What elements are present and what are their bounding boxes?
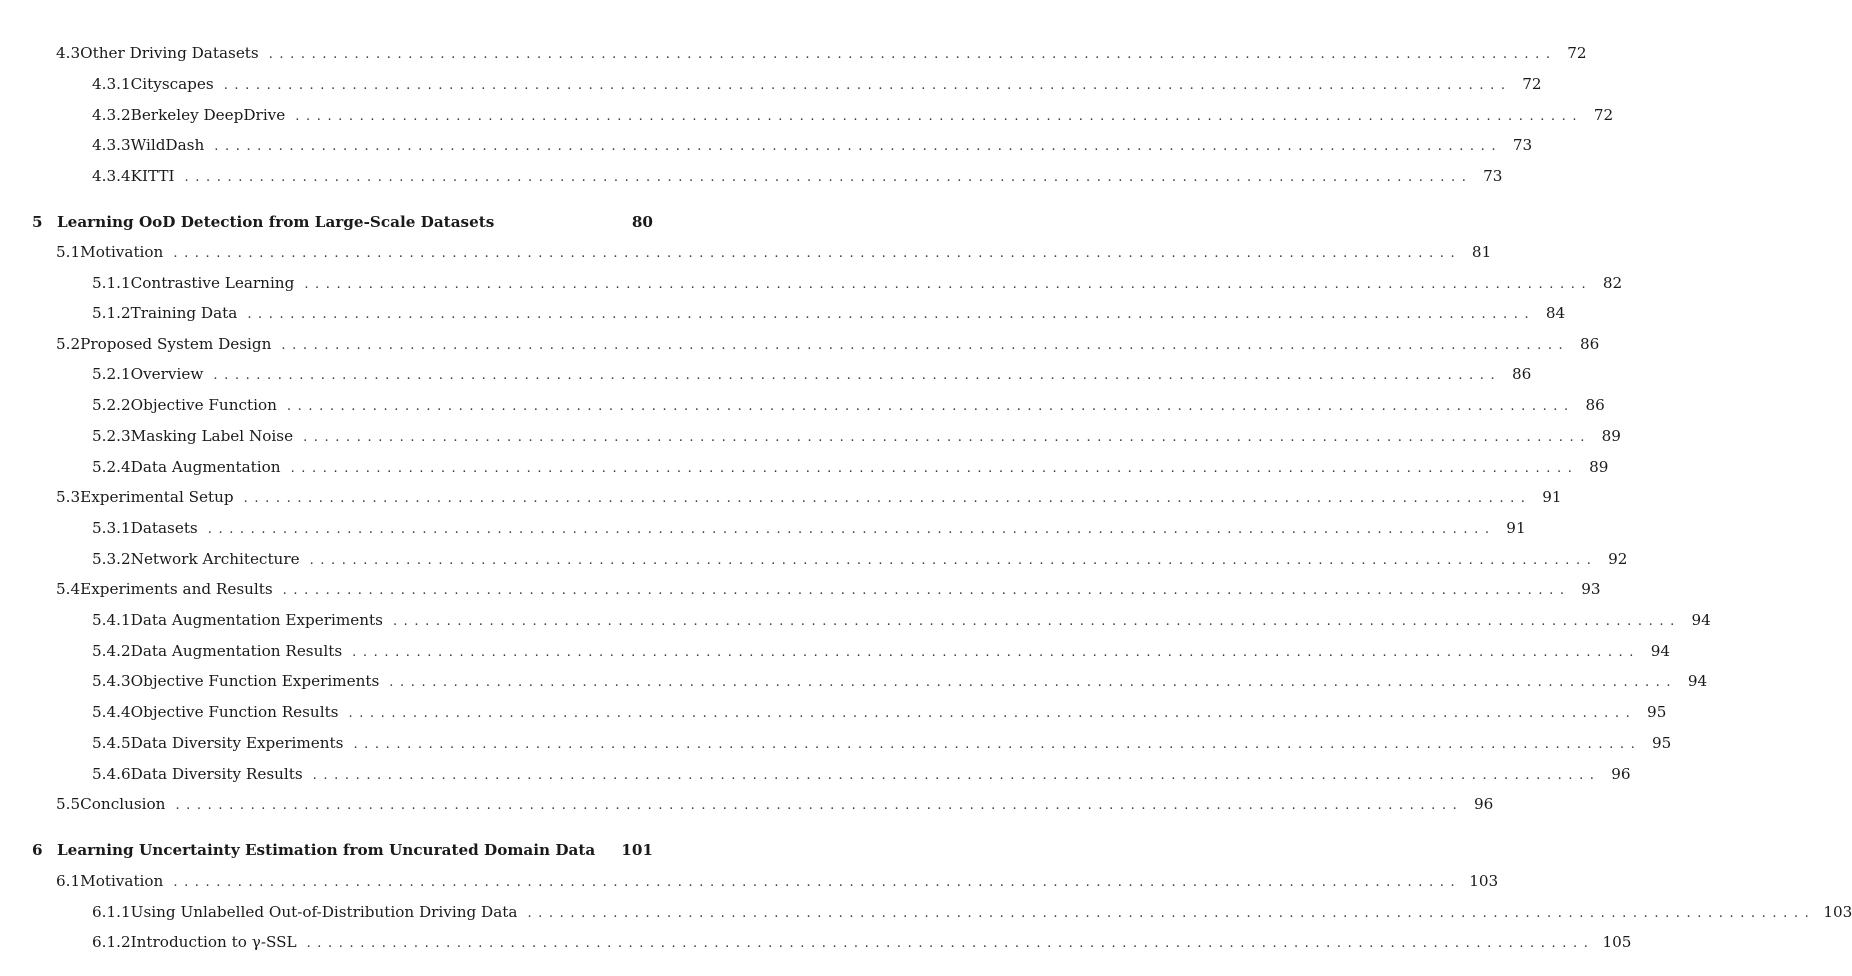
toc-page-number: 91 (1542, 488, 1562, 506)
toc-leader: ........................................................................................................................ (286, 399, 1575, 414)
toc-title: Experiments and Results (80, 580, 273, 598)
toc-leader: ........................................................................................................................ (309, 553, 1598, 568)
toc-entry[interactable] (92, 426, 1621, 448)
toc-page-number: 96 (1474, 795, 1494, 813)
toc-page-number: 86 (1511, 365, 1532, 383)
toc-number: 6.1.2 (92, 933, 131, 951)
toc-number: 5 (32, 213, 43, 231)
toc-page-number: 89 (1601, 427, 1621, 445)
toc-title: Other Driving Datasets (80, 44, 259, 62)
toc-entry[interactable] (56, 871, 1499, 893)
toc-page-number: 94 (1687, 672, 1708, 690)
toc-title: Data Augmentation (130, 458, 281, 476)
toc-number: 4.3.1 (92, 75, 131, 93)
toc-entry[interactable] (56, 579, 1601, 601)
toc-number: 5.4.1 (92, 611, 131, 629)
toc-title: Objective Function Experiments (130, 672, 380, 690)
toc-number: 5.2 (56, 335, 81, 353)
toc-title: Datasets (130, 519, 198, 537)
toc-leader: ........................................................................................................................ (527, 906, 1816, 921)
toc-entry[interactable] (92, 764, 1631, 786)
toc-number: 6.1 (56, 872, 81, 890)
toc-title: Berkeley DeepDrive (130, 106, 286, 124)
toc-entry[interactable] (92, 702, 1667, 724)
toc-number: 5.1.2 (92, 304, 131, 322)
toc-entry[interactable] (92, 364, 1532, 386)
toc-number: 6 (32, 841, 43, 859)
toc-number: 5.3.1 (92, 519, 131, 537)
toc-entry[interactable] (92, 733, 1672, 755)
toc-page-number: 81 (1471, 243, 1492, 261)
toc-entry[interactable] (56, 43, 1587, 65)
toc-title: Using Unlabelled Out-of-Distribution Driving Data (130, 903, 518, 921)
toc-leader: ........................................................................................................................ (175, 798, 1464, 813)
toc-page-number: 73 (1512, 136, 1533, 154)
toc-entry[interactable] (92, 902, 1852, 924)
toc-entry[interactable] (56, 487, 1562, 509)
toc-leader: ........................................................................................................................ (184, 170, 1473, 185)
toc-title: Experimental Setup (80, 488, 234, 506)
toc-number: 5.4.5 (92, 734, 131, 752)
toc-entry[interactable] (92, 105, 1614, 127)
toc-entry[interactable] (92, 166, 1503, 188)
toc-page-number: 93 (1581, 580, 1601, 598)
toc-leader: ........................................................................................................................ (306, 936, 1595, 951)
toc-number: 4.3.3 (92, 136, 131, 154)
toc-number: 5.3 (56, 488, 81, 506)
toc-leader: ........................................................................................................................ (214, 139, 1503, 154)
toc-page-number: 95 (1652, 734, 1672, 752)
toc-number: 5.4.3 (92, 672, 131, 690)
toc-title: Learning Uncertainty Estimation from Uncurated Domain Data (57, 841, 596, 859)
toc-page-number: 86 (1585, 396, 1605, 414)
toc-leader: ........................................................................................................................ (303, 430, 1591, 445)
toc-title: Overview (130, 365, 204, 383)
toc-number: 6.1.1 (92, 903, 131, 921)
toc-title: Objective Function (130, 396, 277, 414)
toc-page-number: 103 (1823, 903, 1852, 921)
toc-entry[interactable] (92, 74, 1542, 96)
toc-number: 4.3 (56, 44, 81, 62)
toc-page-number: 84 (1545, 304, 1566, 322)
toc-title: Network Architecture (130, 550, 300, 568)
toc-page-number: 95 (1647, 703, 1667, 721)
toc-title: Data Diversity Results (130, 765, 303, 783)
toc-leader: ........................................................................................................................ (223, 78, 1512, 93)
toc-leader: ........................................................................................................................ (353, 737, 1642, 752)
toc-leader: ........................................................................................................................ (389, 675, 1678, 690)
toc-entry[interactable] (92, 135, 1533, 157)
toc-leader: ........................................................................................................................ (312, 768, 1601, 783)
toc-leader: ........................................................................................................................ (348, 706, 1637, 721)
toc-leader: ........................................................................................................................ (281, 338, 1570, 353)
toc-number: 5.4.2 (92, 642, 131, 660)
toc-page-number: 72 (1567, 44, 1587, 62)
toc-page-number: 94 (1650, 642, 1671, 660)
toc-leader: ........................................................................................................................ (247, 307, 1536, 322)
toc-entry[interactable] (92, 641, 1671, 663)
toc-number: 5.2.3 (92, 427, 131, 445)
toc-entry[interactable] (92, 932, 1632, 954)
toc-entry[interactable] (92, 610, 1711, 632)
toc-page-number: 80 (631, 213, 653, 231)
toc-title: Cityscapes (130, 75, 214, 93)
toc-leader: ........................................................................................................................ (392, 614, 1681, 629)
toc-page-number: 94 (1691, 611, 1711, 629)
toc-page-number: 72 (1593, 106, 1614, 124)
toc-leader: ........................................................................................................................ (173, 246, 1462, 261)
toc-entry[interactable] (92, 549, 1628, 571)
toc-number: 5.1 (56, 243, 81, 261)
toc-title: Motivation (80, 243, 164, 261)
toc-page-number: 72 (1522, 75, 1542, 93)
toc-title: Proposed System Design (80, 335, 272, 353)
toc-title: Introduction to γ-SSL (130, 933, 297, 951)
toc-page-number: 92 (1608, 550, 1628, 568)
toc-number: 5.3.2 (92, 550, 131, 568)
toc-entry[interactable] (92, 273, 1623, 295)
toc-number: 5.4.6 (92, 765, 131, 783)
toc-entry[interactable] (92, 395, 1605, 417)
toc-entry[interactable] (92, 671, 1708, 693)
toc-leader: ........................................................................................................................ (268, 47, 1557, 62)
toc-title: Data Diversity Experiments (130, 734, 344, 752)
toc-entry[interactable] (56, 242, 1492, 264)
toc-leader: ........................................................................................................................ (290, 461, 1579, 476)
toc-title: KITTI (130, 167, 175, 185)
toc-page-number: 103 (1469, 872, 1499, 890)
toc-page-number: 82 (1602, 274, 1623, 292)
toc-page-number: 91 (1506, 519, 1526, 537)
toc-title: Conclusion (80, 795, 166, 813)
toc-leader: ........................................................................................................................ (213, 368, 1502, 383)
toc-page-number: 101 (621, 841, 653, 859)
toc-number: 4.3.2 (92, 106, 131, 124)
toc-number: 5.4 (56, 580, 81, 598)
toc-page-number: 89 (1589, 458, 1609, 476)
toc-entry[interactable] (92, 518, 1526, 540)
toc-title: Contrastive Learning (130, 274, 295, 292)
toc-number: 4.3.4 (92, 167, 131, 185)
toc-number: 5.5 (56, 795, 81, 813)
toc-number: 5.4.4 (92, 703, 131, 721)
toc-leader: ........................................................................................................................ (243, 491, 1532, 506)
toc-title: Training Data (130, 304, 238, 322)
toc-entry[interactable] (32, 212, 653, 232)
toc-entry[interactable] (92, 303, 1566, 325)
toc-number: 5.2.2 (92, 396, 131, 414)
toc-number: 5.1.1 (92, 274, 131, 292)
toc-title: Masking Label Noise (130, 427, 294, 445)
toc-title: Data Augmentation Experiments (130, 611, 383, 629)
toc-title: Data Augmentation Results (130, 642, 343, 660)
toc-page-number: 86 (1579, 335, 1600, 353)
toc-leader: ........................................................................................................................ (352, 645, 1641, 660)
toc-leader: ........................................................................................................................ (295, 109, 1584, 124)
toc-number: 5.2.4 (92, 458, 131, 476)
toc-leader: ........................................................................................................................ (282, 583, 1571, 598)
toc-leader: ........................................................................................................................ (304, 277, 1593, 292)
toc-title: Learning OoD Detection from Large-Scale Datasets (57, 213, 495, 231)
toc-entry[interactable] (32, 840, 653, 860)
toc-page-number: 96 (1611, 765, 1631, 783)
toc-entry[interactable] (92, 457, 1609, 479)
toc-leader: ........................................................................................................................ (207, 522, 1496, 537)
toc-title: WildDash (130, 136, 205, 154)
toc-title: Objective Function Results (130, 703, 339, 721)
toc-entry[interactable] (56, 794, 1494, 816)
toc-number: 5.2.1 (92, 365, 131, 383)
toc-page-number: 105 (1602, 933, 1632, 951)
toc-entry[interactable] (56, 334, 1600, 356)
toc-title: Motivation (80, 872, 164, 890)
toc-page-number: 73 (1483, 167, 1503, 185)
toc-leader: ........................................................................................................................ (173, 875, 1462, 890)
